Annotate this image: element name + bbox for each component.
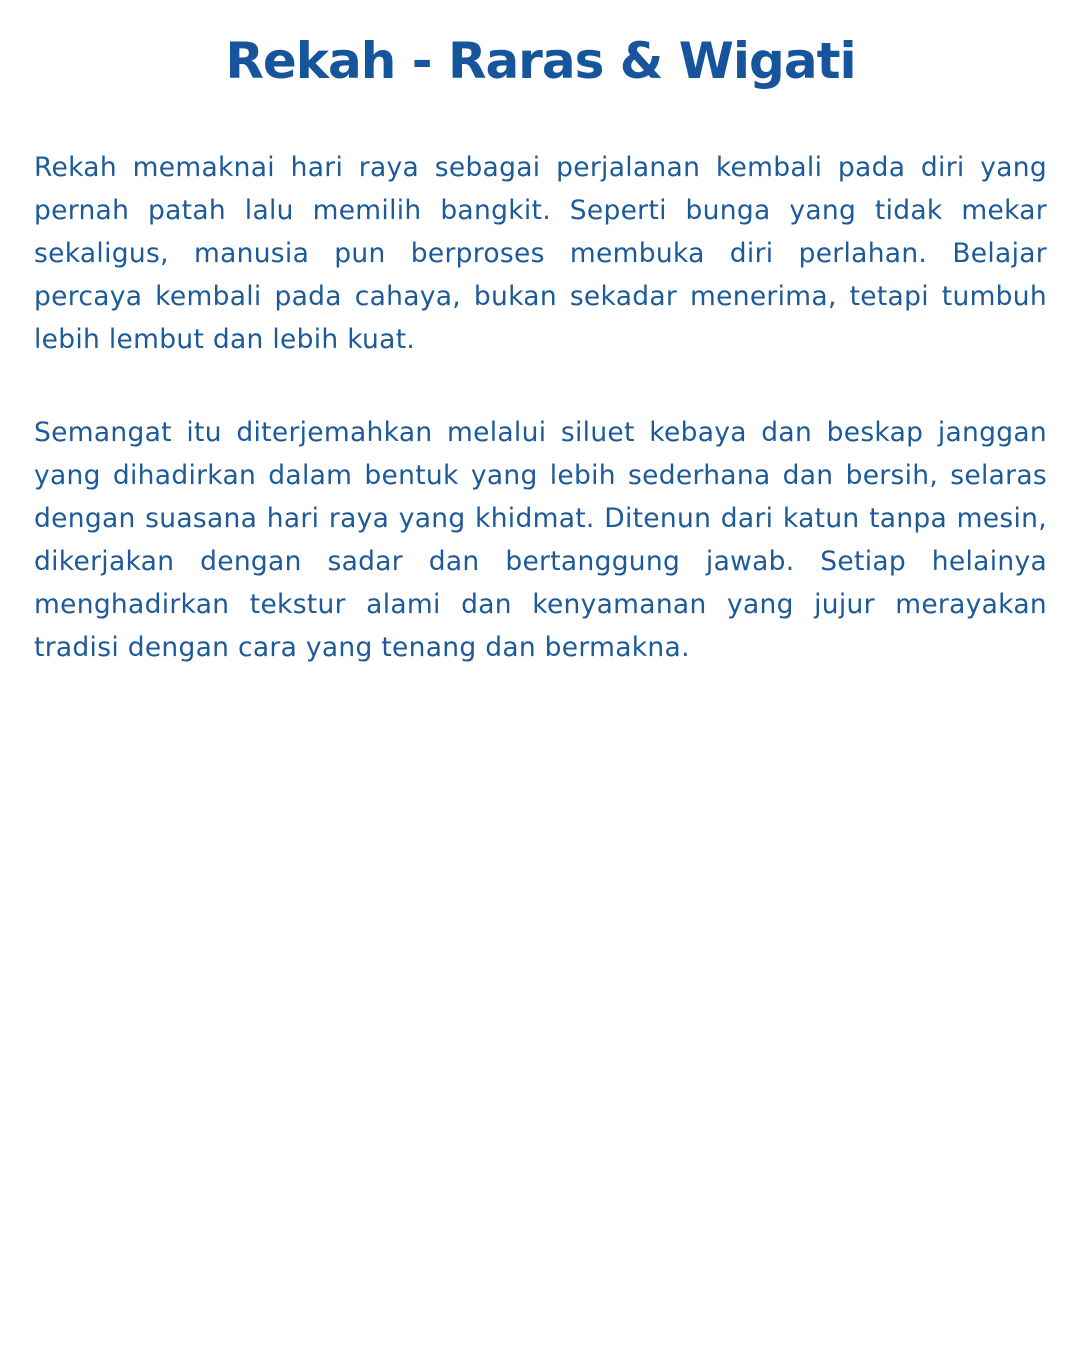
paragraph-2: Semangat itu diterjemahkan melalui siluet kebaya dan beskap janggan yang dihadirkan dalam bentuk yang lebih sederhana dan bersih, selaras dengan suasana hari raya yang khidmat. Ditenun dari katun tanpa mesin, dikerjakan dengan sadar dan bertanggung jawab. Setiap helainya menghadirkan tekstur alami dan kenyamanan yang jujur merayakan tradisi dengan cara yang tenang dan bermakna. xyxy=(34,417,1047,663)
paragraph-1: Rekah memaknai hari raya sebagai perjalanan kembali pada diri yang pernah patah lalu memilih bangkit. Seperti bunga yang tidak mekar sekaligus, manusia pun berproses membuka diri perlahan. Belajar percaya kembali pada cahaya, bukan sekadar menerima, tetapi tumbuh lebih lembut dan lebih kuat. xyxy=(34,152,1047,355)
page-title: Rekah - Raras & Wigati xyxy=(225,32,856,90)
